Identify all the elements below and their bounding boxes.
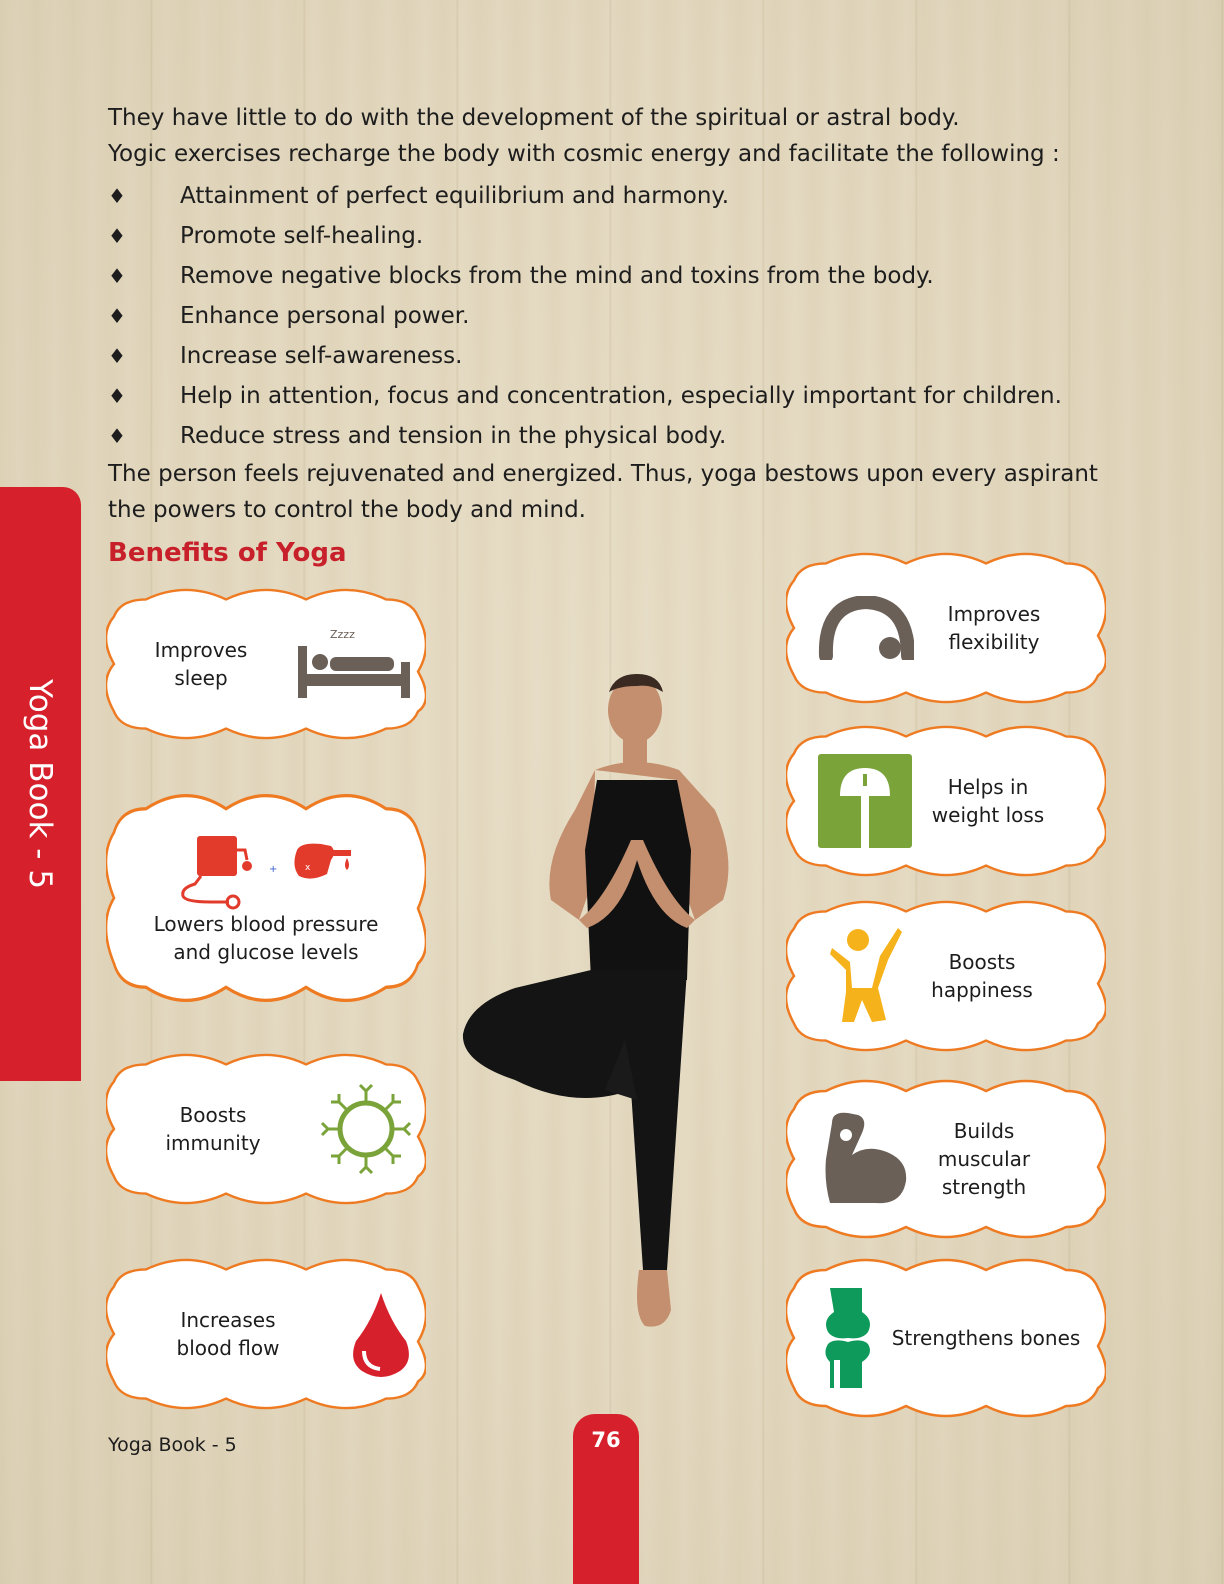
svg-text:Zzzz: Zzzz <box>330 628 355 641</box>
list-item: ♦ Increase self-awareness. <box>108 336 1128 376</box>
benefit-label: Boosts immunity <box>165 1103 261 1155</box>
diamond-bullet-icon: ♦ <box>108 424 126 448</box>
benefit-label: Strengthens bones <box>891 1326 1081 1350</box>
blood-pressure-monitor-icon <box>171 830 361 910</box>
benefit-card-muscle <box>786 1079 1106 1239</box>
benefit-card-immunity <box>106 1053 426 1205</box>
benefit-card-weight-loss <box>786 725 1106 877</box>
diamond-bullet-icon: ♦ <box>108 304 126 328</box>
footer-book-title: Yoga Book - 5 <box>108 1434 237 1456</box>
svg-text:x: x <box>305 863 311 873</box>
yoga-tree-pose-figure <box>455 670 765 1344</box>
jumping-person-icon <box>828 926 902 1026</box>
knee-joint-icon <box>822 1286 874 1390</box>
weighing-scale-icon <box>818 754 912 848</box>
list-item: ♦ Attainment of perfect equilibrium and harmony. <box>108 176 1128 216</box>
benefit-card-blood-pressure <box>106 793 426 1003</box>
benefit-card-happiness <box>786 900 1106 1052</box>
benefit-card-blood-flow <box>106 1258 426 1410</box>
list-item: ♦ Enhance personal power. <box>108 296 1128 336</box>
benefit-card-sleep <box>106 588 426 740</box>
benefit-label: Improves flexibility <box>947 602 1041 654</box>
benefit-label: Improves sleep <box>154 638 248 690</box>
list-item: ♦ Promote self-healing. <box>108 216 1128 256</box>
benefit-label: Lowers blood pressure and glucose levels <box>153 912 379 964</box>
section-title: Benefits of Yoga <box>108 538 347 568</box>
benefit-label: Helps in weight loss <box>931 775 1045 827</box>
intro-line-2: Yogic exercises recharge the body with cosmic energy and facilitate the following : <box>108 141 1060 167</box>
blood-drop-icon <box>350 1291 412 1377</box>
backbend-icon <box>818 596 914 660</box>
side-tab-label: Yoga Book - 5 <box>22 678 58 890</box>
body-text <box>108 100 1128 528</box>
benefit-label: Builds muscular strength <box>937 1119 1031 1199</box>
diamond-bullet-icon: ♦ <box>108 224 126 248</box>
benefit-list <box>108 176 1128 456</box>
svg-text:+: + <box>269 864 278 875</box>
list-item: ♦ Reduce stress and tension in the physical body. <box>108 416 1128 456</box>
benefit-card-bones <box>786 1258 1106 1418</box>
benefit-card-flexibility <box>786 552 1106 704</box>
diamond-bullet-icon: ♦ <box>108 384 126 408</box>
benefit-label: Boosts happiness <box>931 950 1033 1002</box>
sleeping-person-icon <box>296 624 412 704</box>
list-item: ♦ Help in attention, focus and concentration, especially important for children. <box>108 376 1128 416</box>
intro-line-1: They have little to do with the development of the spiritual or astral body. <box>108 105 960 131</box>
diamond-bullet-icon: ♦ <box>108 344 126 368</box>
diamond-bullet-icon: ♦ <box>108 184 126 208</box>
benefit-label: Increases blood flow <box>176 1308 280 1360</box>
diamond-bullet-icon: ♦ <box>108 264 126 288</box>
page-number: 76 <box>591 1428 621 1452</box>
flexed-arm-icon <box>822 1111 910 1207</box>
antibody-ring-icon <box>320 1083 412 1175</box>
closing-paragraph: The person feels rejuvenated and energized. Thus, yoga bestows upon every aspirant the powers to control the body and mind. <box>108 461 1098 523</box>
list-item: ♦ Remove negative blocks from the mind and toxins from the body. <box>108 256 1128 296</box>
